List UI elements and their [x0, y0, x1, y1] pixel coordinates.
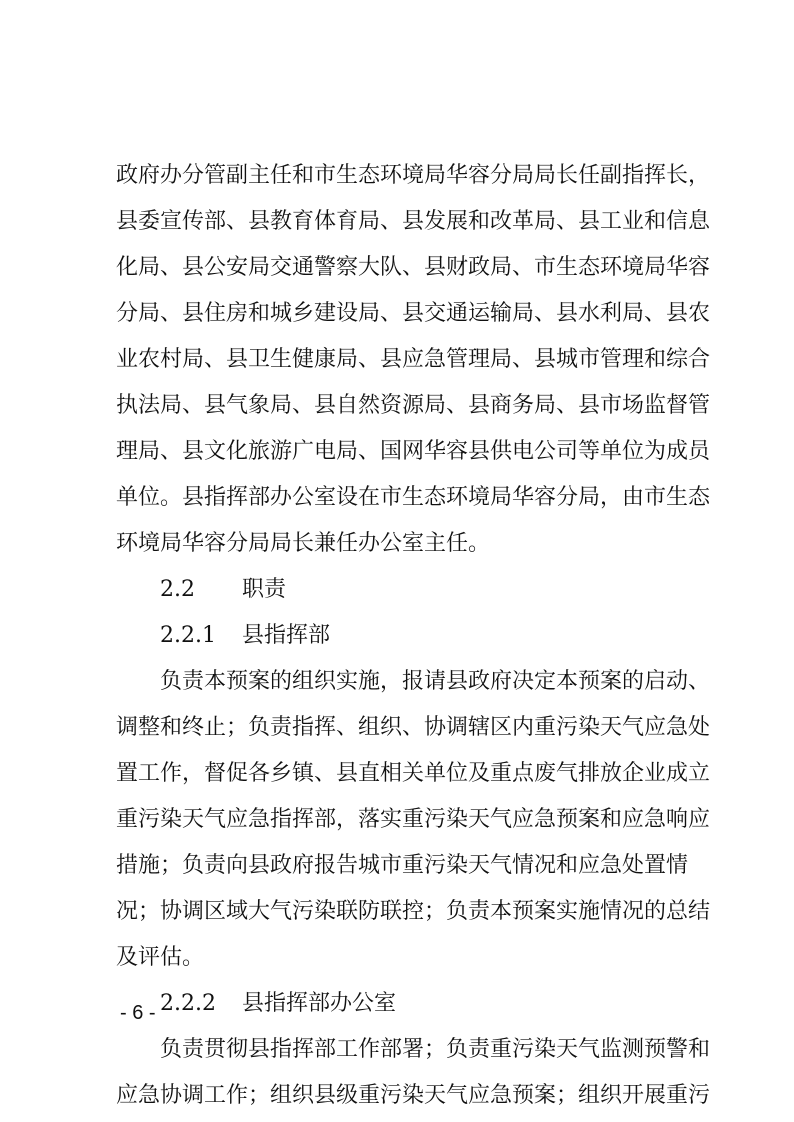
paragraph-line: 政府办分管副主任和市生态环境局华容分局局长任副指挥长， [116, 163, 711, 188]
paragraph-line: 环境局华容分局局长兼任办公室主任。 [116, 531, 491, 556]
paragraph-line: 业农村局、县卫生健康局、县应急管理局、县城市管理和综合 [116, 347, 711, 372]
section-title: 职责 [242, 577, 287, 602]
section-heading-2-2 [160, 578, 286, 602]
section-number: 2.2.2 [160, 991, 216, 1016]
section-title: 县指挥部 [242, 623, 331, 648]
paragraph-line: 调整和终止；负责指挥、组织、协调辖区内重污染天气应急处 [116, 715, 711, 740]
paragraph-line: 理局、县文化旅游广电局、国网华容县供电公司等单位为成员 [116, 439, 711, 464]
paragraph-line: 化局、县公安局交通警察大队、县财政局、市生态环境局华容 [116, 255, 711, 280]
paragraph-line: 执法局、县气象局、县自然资源局、县商务局、县市场监督管 [116, 393, 711, 418]
section-number: 2.2.1 [160, 623, 216, 648]
paragraph-line: 负责本预案的组织实施，报请县政府决定本预案的启动、 [160, 669, 711, 694]
page-number: - 6 - [120, 1002, 156, 1024]
section-number: 2.2 [160, 577, 195, 602]
paragraph-line: 负责贯彻县指挥部工作部署；负责重污染天气监测预警和 [160, 1037, 711, 1062]
section-heading-2-2-1 [160, 624, 330, 648]
paragraph-line: 置工作，督促各乡镇、县直相关单位及重点废气排放企业成立 [116, 761, 711, 786]
paragraph-line: 况；协调区域大气污染联防联控；负责本预案实施情况的总结 [116, 899, 711, 924]
paragraph-line: 应急协调工作；组织县级重污染天气应急预案；组织开展重污 [116, 1083, 711, 1108]
section-heading-2-2-2 [160, 992, 396, 1016]
section-title: 县指挥部办公室 [242, 991, 397, 1016]
paragraph-line: 分局、县住房和城乡建设局、县交通运输局、县水利局、县农 [116, 301, 711, 326]
paragraph-line: 重污染天气应急指挥部，落实重污染天气应急预案和应急响应 [116, 807, 711, 832]
paragraph-line: 县委宣传部、县教育体育局、县发展和改革局、县工业和信息 [116, 209, 711, 234]
paragraph-line: 措施；负责向县政府报告城市重污染天气情况和应急处置情 [116, 853, 689, 878]
paragraph-line: 单位。县指挥部办公室设在市生态环境局华容分局，由市生态 [116, 485, 711, 510]
paragraph-line: 及评估。 [116, 945, 205, 970]
